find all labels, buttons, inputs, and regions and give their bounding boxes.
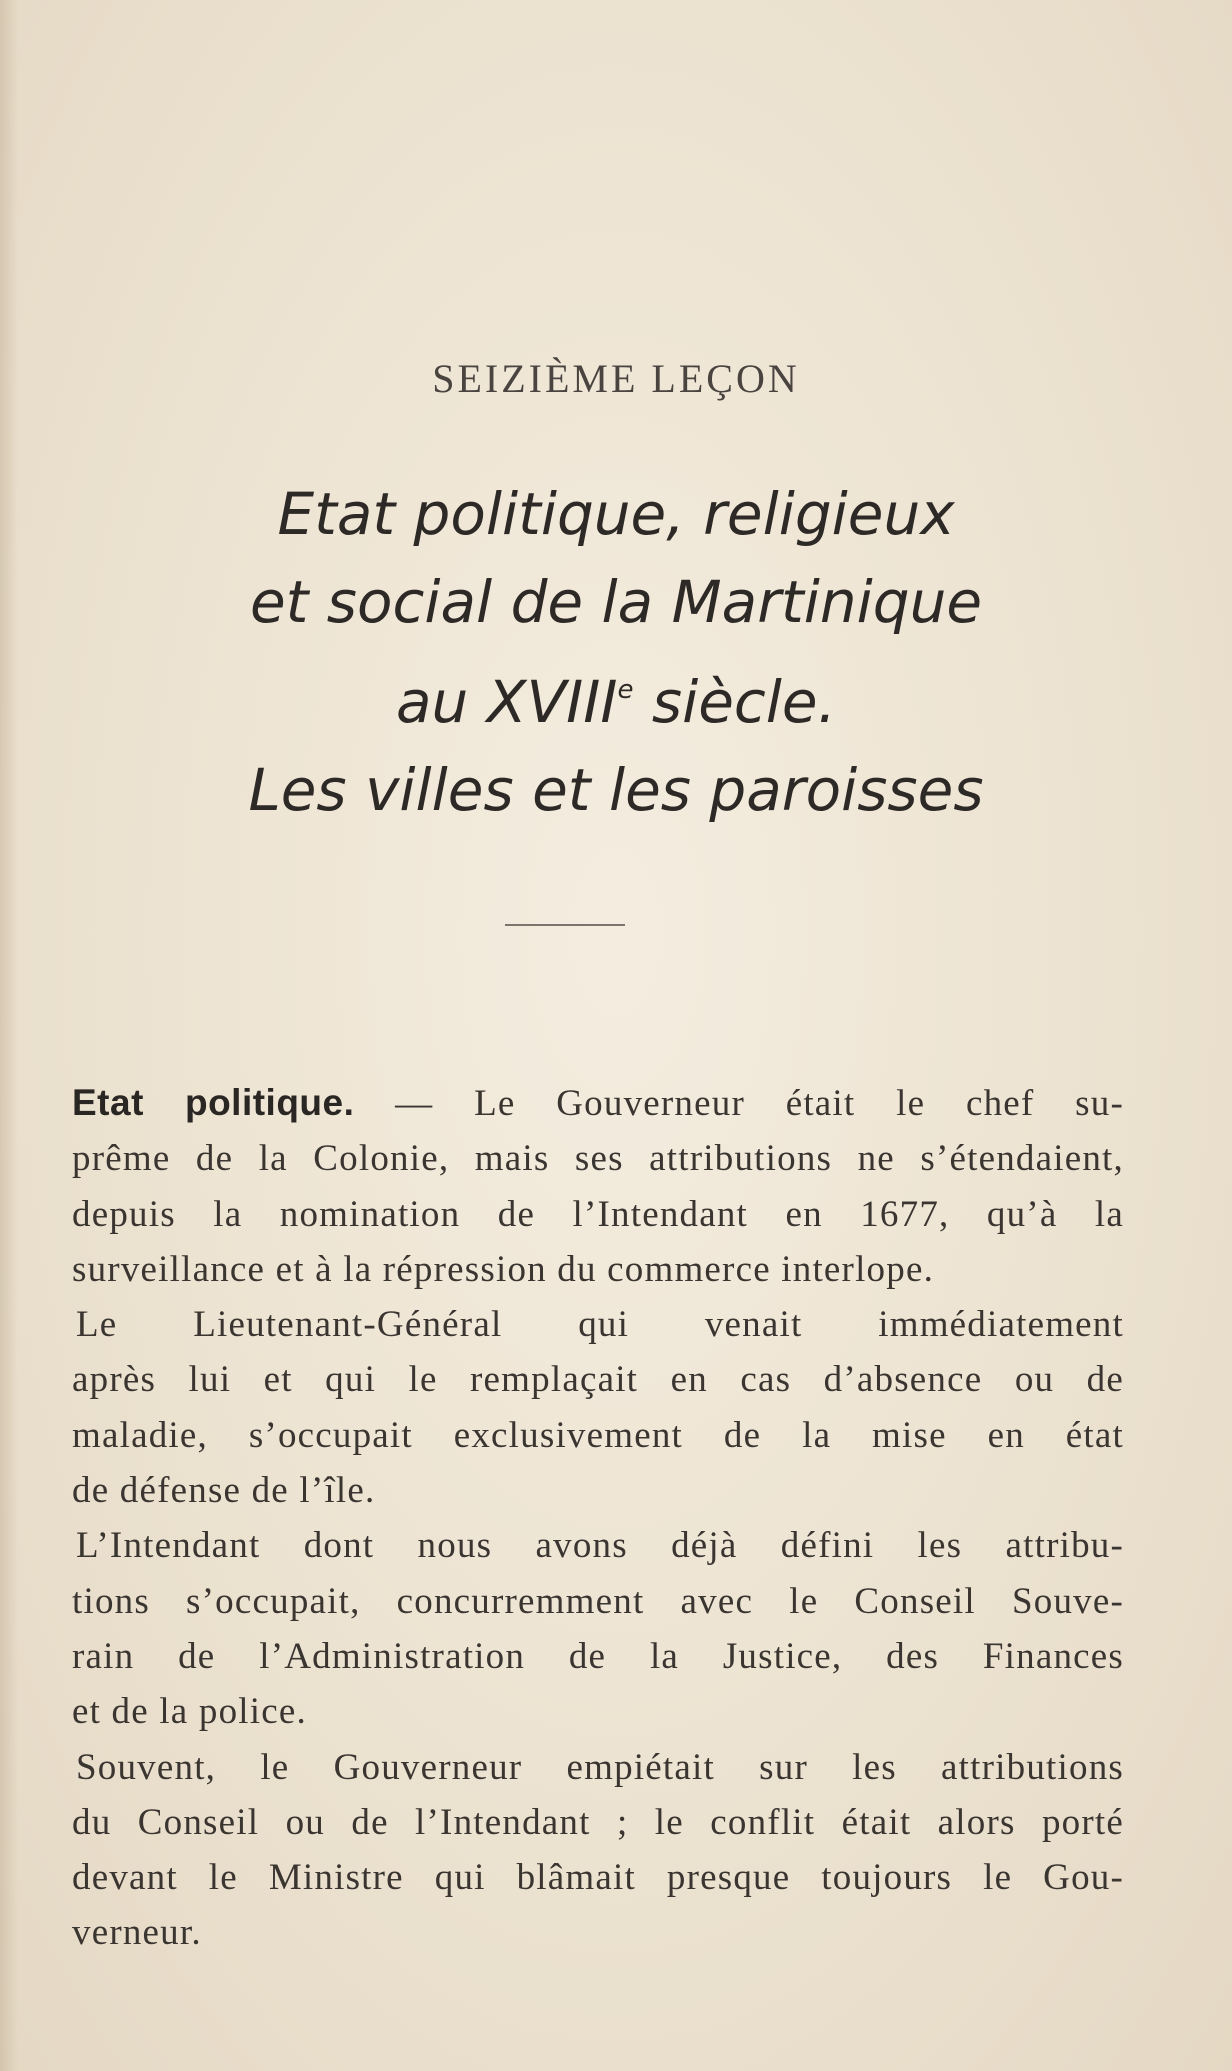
paragraph-2 [72,1297,1124,1518]
text-line: devant le Ministre qui blâmait presque toujours le Gou- [72,1857,1124,1899]
text-line: du Conseil ou de l’Intendant ; le conflit était alors porté [72,1801,1124,1843]
text-line: tions s’occupait, concurremment avec le Conseil Souve- [72,1580,1124,1622]
text-line [72,1075,1124,1131]
text-line: et de la police. [72,1691,307,1733]
text-line: après lui et qui le remplaçait en cas d’absence ou de [72,1359,1124,1401]
title-line-2: et social de la Martinique [249,568,983,636]
title-line-3-prefix: au XVIII [395,668,618,736]
text-line: L’Intendant dont nous avons déjà défini les attribu- [76,1525,1124,1567]
body-text [72,1075,1124,1961]
section-heading: Etat politique. [72,1082,355,1123]
text-line: depuis la nomination de l’Intendant en 1677, qu’à la [72,1193,1124,1235]
text-line: Souvent, le Gouverneur empiétait sur les attributions [76,1746,1124,1788]
text-line: Le Lieutenant-Général qui venait immédiatement [76,1304,1124,1346]
text-line: maladie, s’occupait exclusivement de la mise en état [72,1414,1124,1456]
chapter-title [0,470,1232,834]
text-line: prême de la Colonie, mais ses attributions ne s’étendaient, [72,1138,1124,1180]
title-line-1: Etat politique, religieux [277,480,955,548]
title-line-3 [0,646,1232,746]
text-line: verneur. [72,1912,202,1954]
title-line-4: Les villes et les paroisses [248,756,984,824]
text-line: rain de l’Administration de la Justice, des Finances [72,1635,1124,1677]
lesson-number: SEIZIÈME LEÇON [432,356,800,401]
page-binding-shadow [0,0,18,2071]
paragraph-1 [72,1075,1124,1297]
text-line: de défense de l’île. [72,1470,376,1512]
paragraph-3 [72,1518,1124,1739]
text-line: surveillance et à la répression du commerce interlope. [72,1248,935,1290]
text-line-content: — Le Gouverneur était le chef su- [354,1083,1124,1124]
title-divider [505,924,625,926]
title-superscript: e [617,675,634,705]
title-line-3-suffix: siècle. [633,668,837,736]
paragraph-4 [72,1740,1124,1961]
